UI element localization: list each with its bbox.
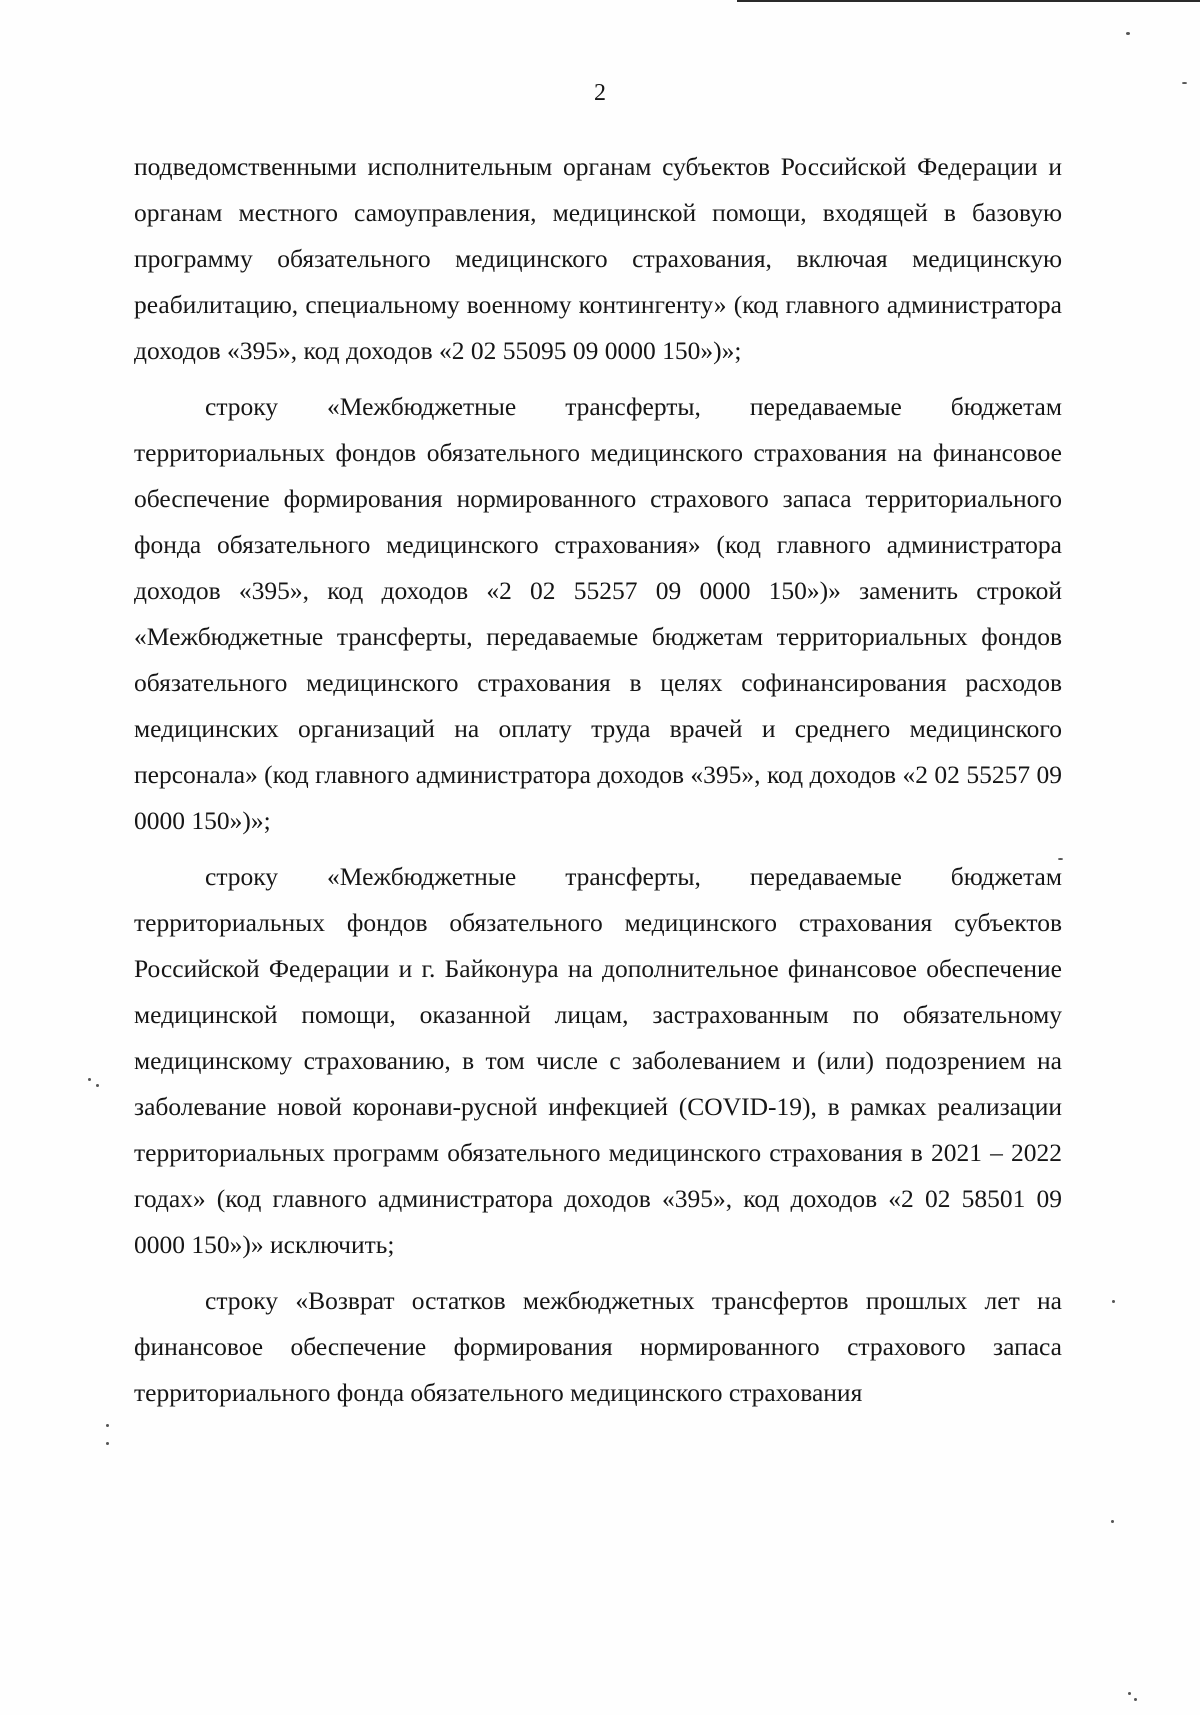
- document-body: [134, 144, 1062, 1416]
- scan-speck: [1058, 858, 1063, 860]
- page-number: 2: [594, 80, 606, 106]
- scan-speck: [1111, 1520, 1114, 1523]
- scan-speck: [1128, 1692, 1131, 1695]
- top-border-line: [737, 0, 1200, 2]
- scan-speck: [1112, 1300, 1115, 1303]
- scan-speck: [106, 1424, 109, 1427]
- scan-speck: [96, 1084, 99, 1087]
- paragraph-continuation: подведомственными исполнительным органам субъектов Российской Федерации и органам местного самоуправления, медицинской помощи, входящей в базовую программу обязательного медицинского страхования, включая медицинскую реабилитацию, специальному военному контингенту» (код главного администратора доходов «395», код доходов «2 02 55095 09 0000 150»)»;: [134, 152, 1062, 365]
- paragraph-return-line: строку «Возврат остатков межбюджетных трансфертов прошлых лет на финансовое обеспечение формирования нормированного страхового запаса территориального фонда обязательного медицинского страхования: [134, 1286, 1062, 1407]
- paragraph-replace-line: строку «Межбюджетные трансферты, передаваемые бюджетам территориальных фондов обязательного медицинского страхования на финансовое обеспечение формирования нормированного страхового запаса территориального фонда обязательного медицинского страхования» (код главного администратора доходов «395», код доходов «2 02 55257 09 0000 150»)» заменить строкой «Межбюджетные трансферты, передаваемые бюджетам территориальных фондов обязательного медицинского страхования в целях софинансирования расходов медицинских организаций на оплату труда врачей и среднего медицинского персонала» (код главного администратора доходов «395», код доходов «2 02 55257 09 0000 150»)»;: [134, 392, 1062, 835]
- paragraph-exclude-line: строку «Межбюджетные трансферты, передаваемые бюджетам территориальных фондов обязательного медицинского страхования субъектов Российской Федерации и г. Байконура на дополнительное финансовое обеспечение медицинской помощи, оказанной лицам, застрахованным по обязательному медицинскому страхованию, в том числе с заболеванием и (или) подозрением на заболевание новой коронави-русной инфекцией (COVID-19), в рамках реализации территориальных программ обязательного медицинского страхования в 2021 – 2022 годах» (код главного администратора доходов «395», код доходов «2 02 58501 09 0000 150»)» исключить;: [134, 862, 1062, 1259]
- scan-speck: [1182, 82, 1187, 84]
- scan-speck: [106, 1442, 109, 1445]
- scan-speck: [1134, 1698, 1137, 1701]
- scan-speck: [88, 1078, 91, 1081]
- scan-speck: [1126, 32, 1130, 35]
